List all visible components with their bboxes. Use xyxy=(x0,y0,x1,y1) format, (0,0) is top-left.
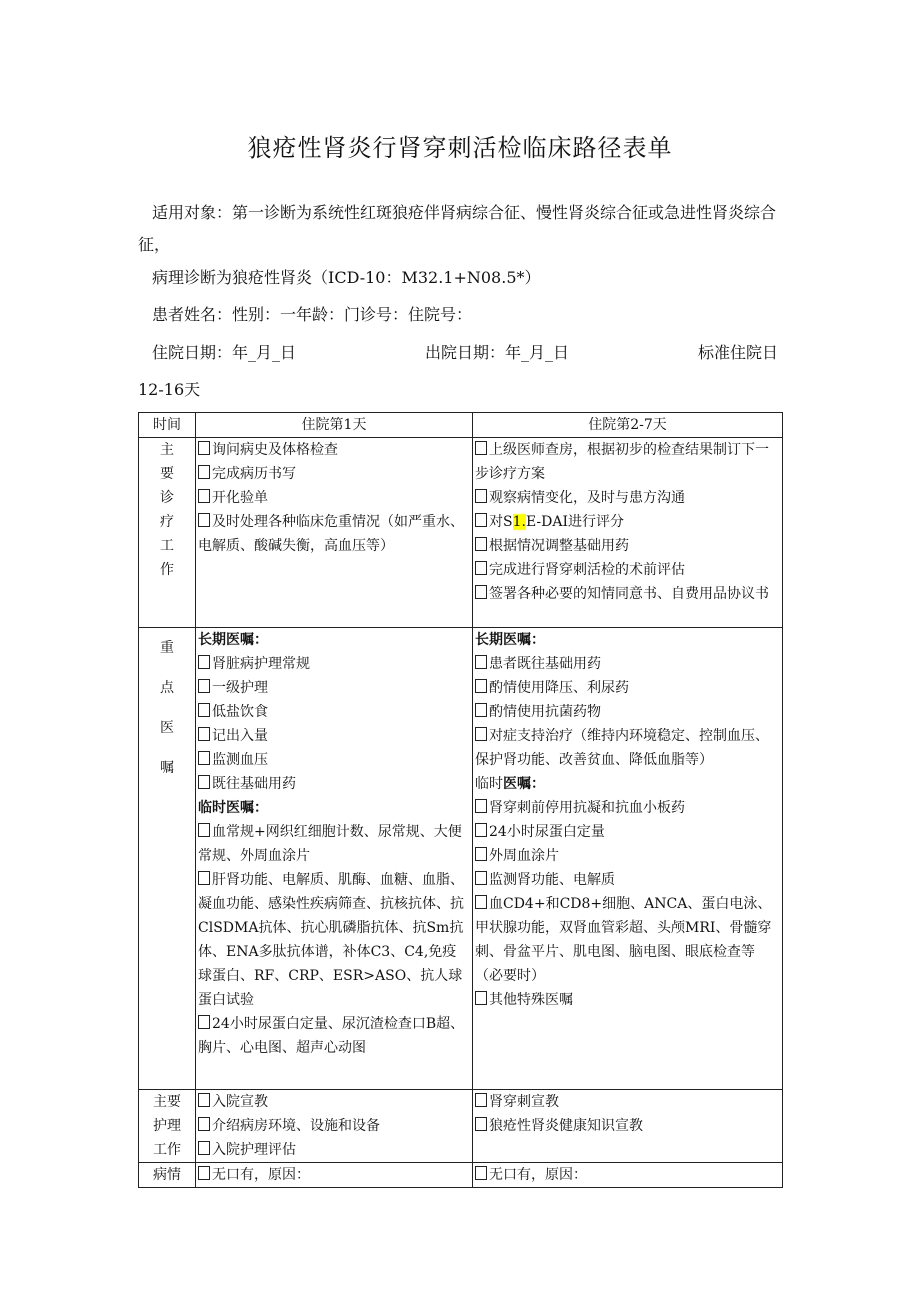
standard-stay-value-row xyxy=(138,378,778,402)
main-work-label xyxy=(139,438,196,628)
label-char: 点 xyxy=(160,680,174,696)
nursing-day1 xyxy=(196,1090,473,1163)
checkbox[interactable] xyxy=(475,679,487,693)
list-item: 无口有，原因： xyxy=(475,1163,780,1187)
label-char: 诊 xyxy=(160,490,174,506)
checkbox[interactable] xyxy=(475,727,487,741)
label-char: 疗 xyxy=(160,514,174,530)
nursing-row xyxy=(139,1090,783,1163)
main-work-day2-7 xyxy=(473,438,783,628)
checkbox[interactable] xyxy=(198,1141,210,1155)
list-item: 酌情使用抗菌药物 xyxy=(475,700,780,724)
pathology-text: 病理诊断为狼疮性肾炎（ICD-10：M32.1+N08.5*） xyxy=(152,268,541,287)
checkbox[interactable] xyxy=(475,1117,487,1131)
pathology-diagnosis xyxy=(138,266,778,290)
list-item: 肾脏病护理常规 xyxy=(198,652,470,676)
checkbox[interactable] xyxy=(475,561,487,575)
checkbox[interactable] xyxy=(198,1015,210,1029)
checkbox[interactable] xyxy=(475,823,487,837)
applicable-subjects xyxy=(138,197,778,261)
checkbox[interactable] xyxy=(198,823,210,837)
main-work-row xyxy=(139,438,783,628)
list-item: 签署各种必要的知情同意书、自费用品协议书 xyxy=(475,582,780,606)
list-item: 记出入量 xyxy=(198,724,470,748)
checkbox[interactable] xyxy=(475,895,487,909)
list-item: 入院宣教 xyxy=(198,1090,470,1114)
nursing-day2-7 xyxy=(473,1090,783,1163)
checkbox[interactable] xyxy=(198,1166,210,1180)
checkbox[interactable] xyxy=(198,871,210,885)
list-item: 24小时尿蛋白定量、尿沉渣检查口B超、胸片、心电图、超声心动图 xyxy=(198,1016,465,1056)
list-item: 患者既往基础用药 xyxy=(475,652,780,676)
header-time: 时间 xyxy=(139,413,196,438)
list-item: 询问病史及体格检查 xyxy=(198,438,470,462)
list-item: 完成进行肾穿刺活检的术前评估 xyxy=(475,558,780,582)
checkbox[interactable] xyxy=(475,585,487,599)
orders-day1 xyxy=(196,628,473,1090)
condition-label: 病情 xyxy=(139,1163,196,1188)
list-item: 完成病历书写 xyxy=(198,462,470,486)
list-item: 血常规+网织红细胞计数、尿常规、大便常规、外周血涂片 xyxy=(198,824,462,864)
long-term-heading: 长期医嘱： xyxy=(475,632,545,648)
list-item: 观察病情变化，及时与患方沟通 xyxy=(475,486,780,510)
header-day1: 住院第1天 xyxy=(196,413,473,438)
list-item: 血CD4+和CD8+细胞、ANCA、蛋白电泳、甲状腺功能，双肾血管彩超、头颅MRI、骨髓穿刺、骨盆平片、肌电图、脑电图、眼底检查等（必要时） xyxy=(475,896,772,984)
checkbox[interactable] xyxy=(475,871,487,885)
orders-row xyxy=(139,628,783,1090)
list-item: 上级医师查房，根据初步的检查结果制订下一步诊疗方案 xyxy=(475,442,769,482)
checkbox[interactable] xyxy=(475,489,487,503)
checkbox[interactable] xyxy=(198,655,210,669)
list-item: 及时处理各种临床危重情况（如严重水、电解质、酸碱失衡，高血压等） xyxy=(198,514,464,554)
checkbox[interactable] xyxy=(198,465,210,479)
list-item: 对症支持治疗（维持内环境稳定、控制血压、保护肾功能、改善贫血、降低血脂等） xyxy=(475,728,769,768)
checkbox[interactable] xyxy=(198,751,210,765)
checkbox[interactable] xyxy=(198,489,210,503)
checkbox[interactable] xyxy=(475,537,487,551)
checkbox[interactable] xyxy=(198,1093,210,1107)
temporary-heading: 临时医嘱： xyxy=(475,776,545,792)
label-char: 要 xyxy=(160,466,174,482)
list-item: 酌情使用降压、利尿药 xyxy=(475,676,780,700)
standard-stay-value: 12-16天 xyxy=(138,380,201,399)
list-item: 介绍病房环境、设施和设备 xyxy=(198,1114,470,1138)
label-char: 嘱 xyxy=(160,760,174,776)
checkbox[interactable] xyxy=(475,1166,487,1180)
nursing-label xyxy=(139,1090,196,1163)
list-item: 狼疮性肾炎健康知识宣教 xyxy=(475,1114,780,1138)
label-char: 作 xyxy=(160,562,174,578)
checkbox[interactable] xyxy=(475,703,487,717)
checkbox[interactable] xyxy=(475,847,487,861)
main-work-day1 xyxy=(196,438,473,628)
list-item: 入院护理评估 xyxy=(198,1138,470,1162)
label-char: 工 xyxy=(160,538,174,554)
label-char: 主 xyxy=(160,442,174,458)
checkbox[interactable] xyxy=(198,703,210,717)
long-term-heading: 长期医嘱： xyxy=(198,632,268,648)
admit-date: 住院日期：年_月_日 xyxy=(152,343,297,362)
list-item: 既往基础用药 xyxy=(198,772,470,796)
condition-day1 xyxy=(196,1163,473,1188)
checkbox[interactable] xyxy=(198,727,210,741)
checkbox[interactable] xyxy=(475,441,487,455)
label-text: 工作 xyxy=(153,1142,181,1158)
orders-day2-7 xyxy=(473,628,783,1090)
list-item: 一级护理 xyxy=(198,676,470,700)
highlight-mark: 1. xyxy=(512,514,526,530)
checkbox[interactable] xyxy=(475,1093,487,1107)
checkbox[interactable] xyxy=(475,655,487,669)
checkbox[interactable] xyxy=(198,441,210,455)
condition-day2-7 xyxy=(473,1163,783,1188)
discharge-date: 出院日期：年_月_日 xyxy=(424,343,569,362)
list-item: 无口有，原因： xyxy=(198,1163,470,1187)
list-item: 肝肾功能、电解质、肌酶、血糖、血脂、凝血功能、感染性疾病筛查、抗核抗体、抗ClSDMA抗体、抗心肌磷脂抗体、抗Sm抗体、ENA多肽抗体谱，补体C3、C4,免疫球蛋白、RF、CRP、ESR>ASO、抗人球蛋白试验 xyxy=(198,872,464,1008)
label-text: 主要 xyxy=(153,1094,181,1110)
list-item: 24小时尿蛋白定量 xyxy=(475,820,780,844)
clinical-path-table xyxy=(138,412,783,1188)
checkbox[interactable] xyxy=(198,513,210,527)
list-item: 其他特殊医嘱 xyxy=(475,988,780,1012)
header-day2-7: 住院第2-7天 xyxy=(473,413,783,438)
applicable-text: 适用对象：第一诊断为系统性红斑狼疮伴肾病综合征、慢性肾炎综合征或急进性肾炎综合征， xyxy=(138,203,777,254)
label-char: 重 xyxy=(160,640,174,656)
list-item: 监测肾功能、电解质 xyxy=(475,868,780,892)
label-char: 医 xyxy=(160,720,174,736)
checkbox[interactable] xyxy=(198,679,210,693)
list-item: 监测血压 xyxy=(198,748,470,772)
list-item: 肾穿刺宣教 xyxy=(475,1090,780,1114)
orders-label xyxy=(139,628,196,1090)
label-text: 护理 xyxy=(153,1118,181,1134)
list-item: 肾穿刺前停用抗凝和抗血小板药 xyxy=(475,796,780,820)
patient-info-text: 患者姓名：性别：一年龄：门诊号：住院号： xyxy=(152,305,473,324)
checkbox[interactable] xyxy=(198,775,210,789)
condition-row xyxy=(139,1163,783,1188)
temporary-heading: 临时医嘱： xyxy=(198,800,268,816)
header-row xyxy=(139,413,783,438)
list-item: 对S1.E-DAI进行评分 xyxy=(475,510,780,534)
list-item: 外周血涂片 xyxy=(475,844,780,868)
checkbox[interactable] xyxy=(475,799,487,813)
checkbox[interactable] xyxy=(198,1117,210,1131)
list-item: 低盐饮食 xyxy=(198,700,470,724)
list-item: 开化验单 xyxy=(198,486,470,510)
list-item: 根据情况调整基础用药 xyxy=(475,534,780,558)
checkbox[interactable] xyxy=(475,513,487,527)
dates-row xyxy=(138,341,778,365)
checkbox[interactable] xyxy=(475,991,487,1005)
patient-info xyxy=(138,303,778,327)
standard-stay: 标准住院日 xyxy=(697,343,778,362)
page-title: 狼疮性肾炎行肾穿刺活检临床路径表单 xyxy=(247,134,673,162)
